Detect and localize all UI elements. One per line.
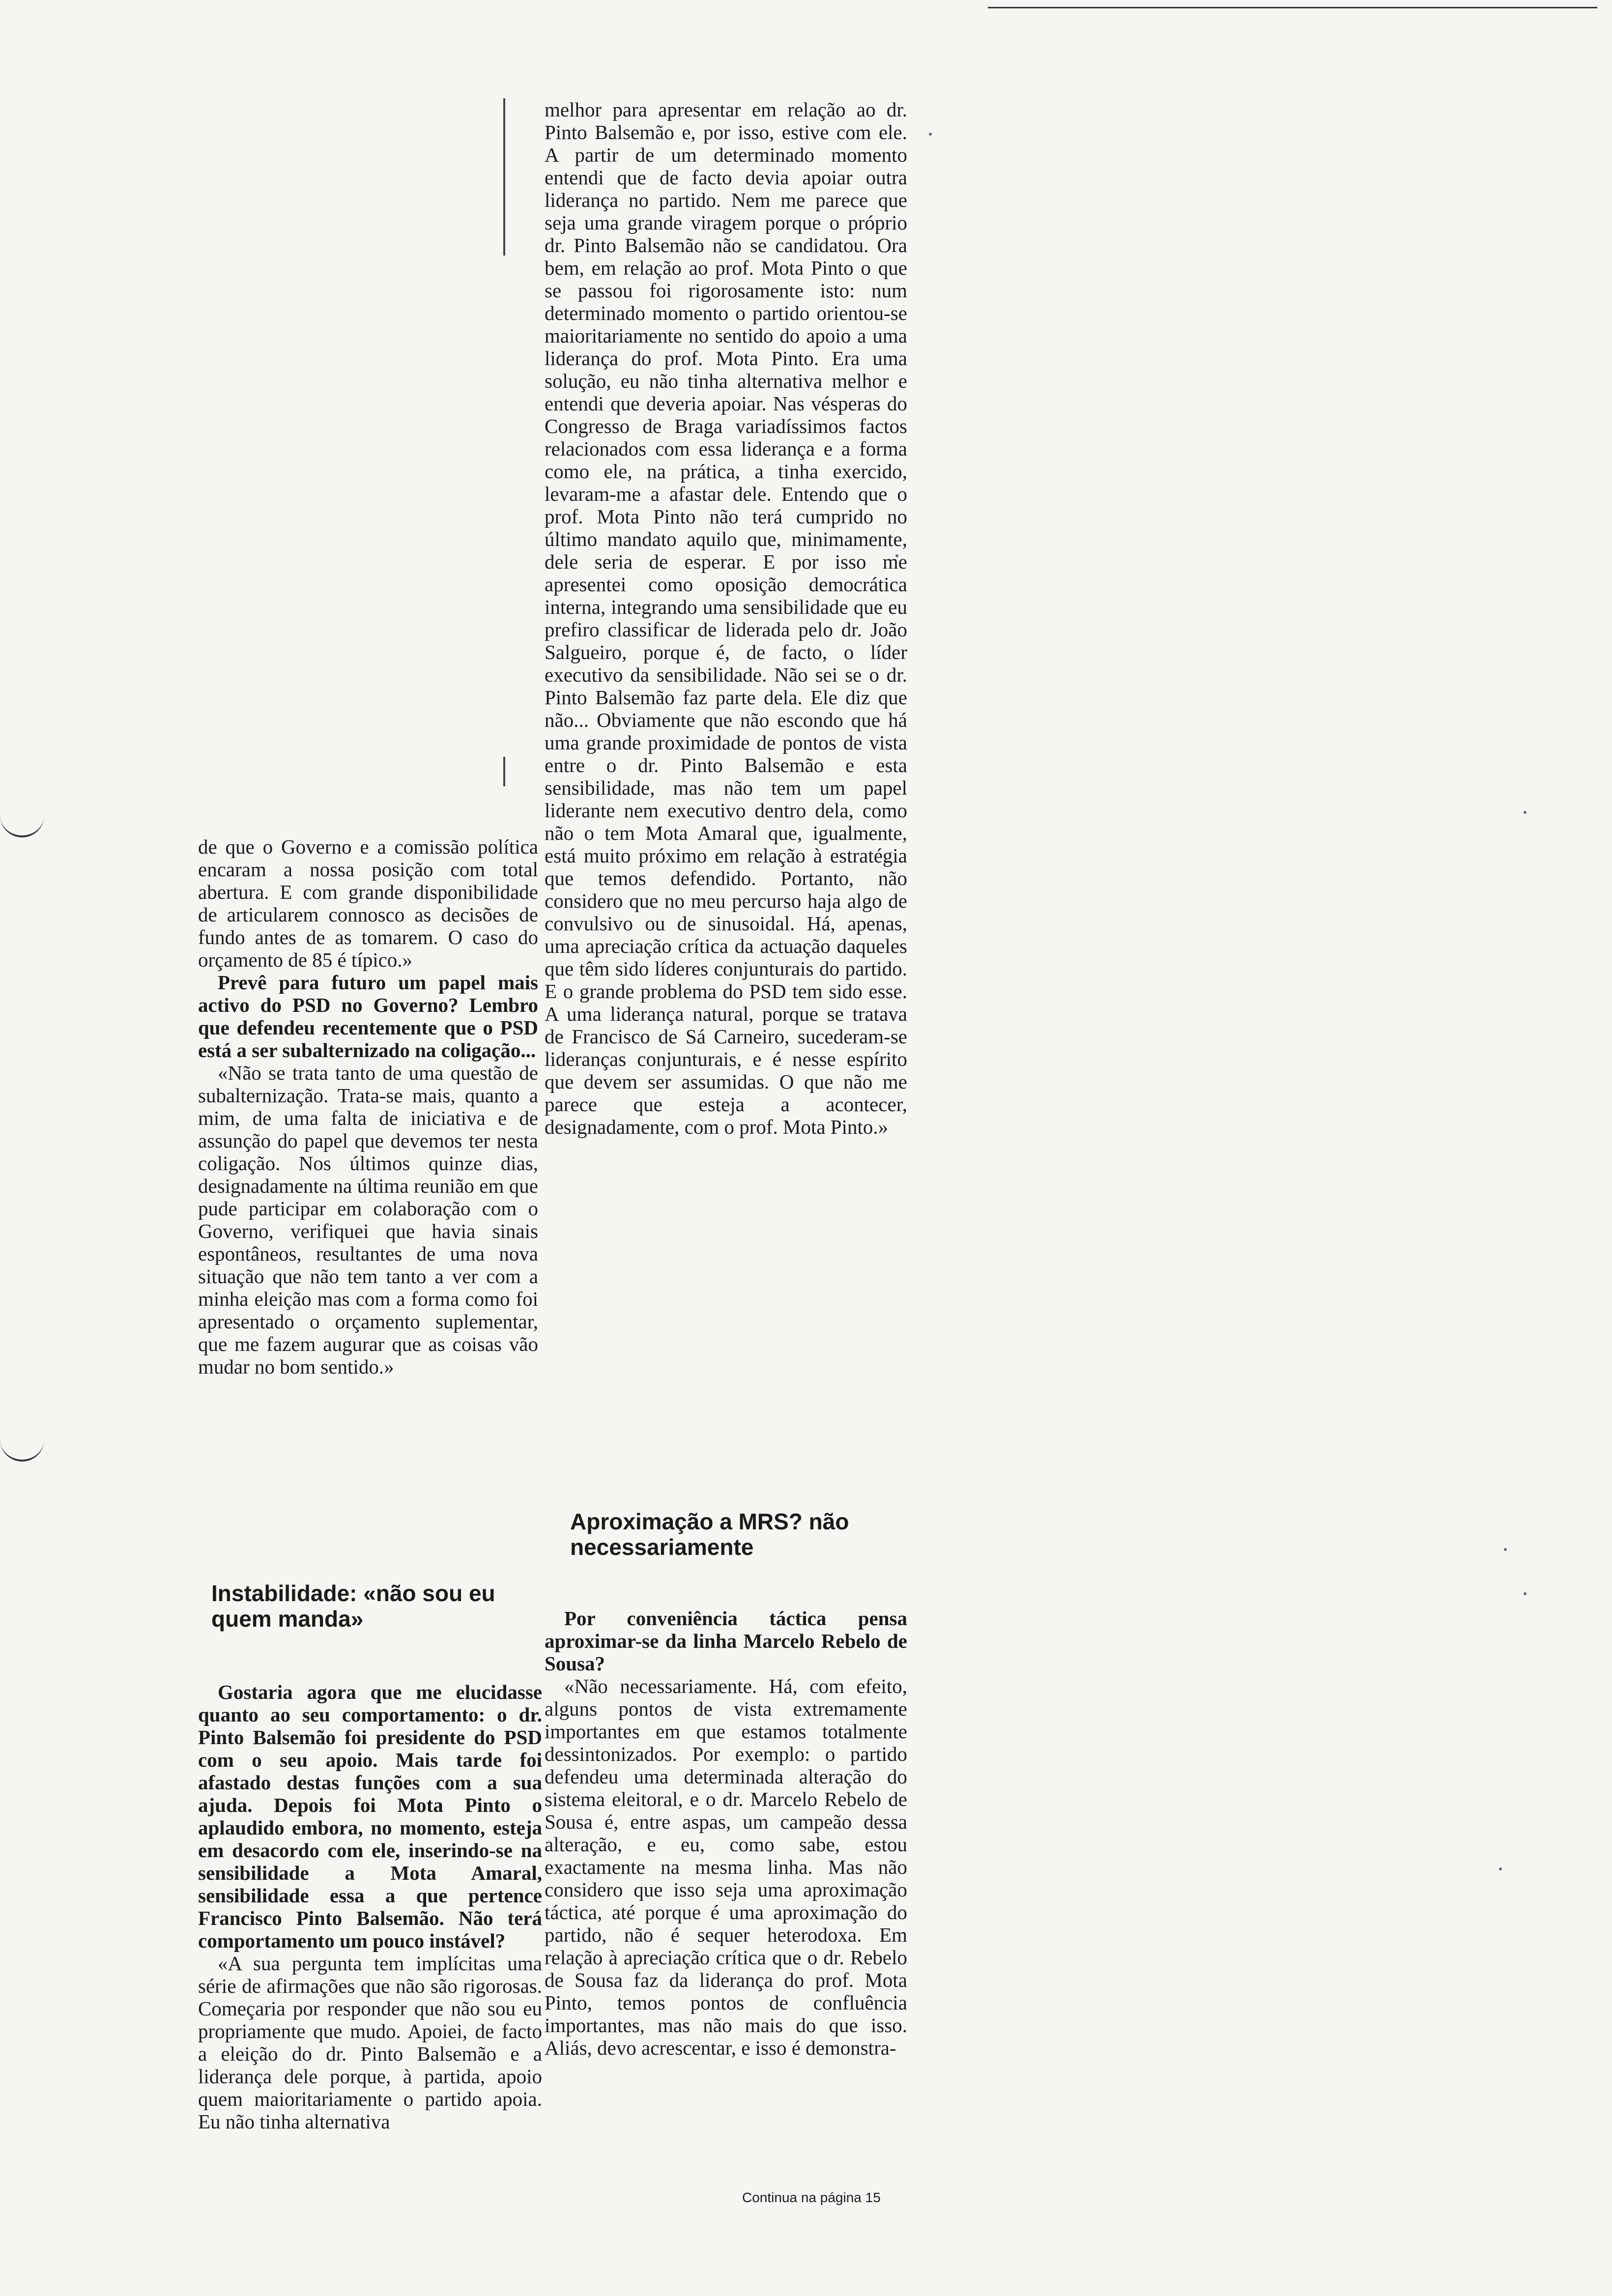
speck	[1499, 1867, 1502, 1870]
section-heading-mrs: Aproximação a MRS? não necessariamente	[570, 1509, 849, 1560]
left-column-bottom	[198, 1681, 542, 2133]
binding-mark-upper	[0, 811, 44, 837]
continuation-note: Continua na página 15	[742, 2190, 881, 2205]
binding-mark-lower	[0, 1435, 44, 1462]
left-column-top	[198, 835, 538, 1378]
section-heading-instability: Instabilidade: «não sou eu quem manda»	[211, 1580, 495, 1632]
speck	[929, 133, 932, 136]
top-rule	[988, 7, 1597, 8]
speck	[1504, 1548, 1507, 1551]
question: Por conveniência táctica pensa aproximar-se da linha Marcelo Rebelo de Sousa?	[545, 1607, 907, 1675]
paragraph: «Não se trata tanto de uma questão de subalternização. Trata-se mais, quanto a mim, de uma falta de iniciativa e de assunção do papel que devemos ter nesta coligação. Nos últimos quinze dias, designadamente na última reunião em que pude participar em colaboração com o Governo, verifiquei que havia sinais espontâneos, resultantes de uma nova situação que não tem tanto a ver com a minha eleição mas com a forma como foi apresentado o orçamento suplementar, que me fazem augurar que as coisas vão mudar no bom sentido.»	[198, 1062, 538, 1378]
paragraph: de que o Governo e a comissão política encaram a nossa posição com total abertura. E com grande disponibilidade de articularem connosco as decisões de fundo antes de as tomarem. O caso do orçamento de 85 é típico.»	[198, 835, 538, 971]
speck	[1524, 1592, 1526, 1595]
question: Prevê para futuro um papel mais activo do PSD no Governo? Lembro que defendeu recentemente que o PSD está a ser subalternizado na coligação...	[198, 971, 538, 1062]
margin-mark-top	[503, 98, 505, 256]
speck	[1524, 811, 1526, 814]
right-column-top	[545, 98, 907, 1138]
paragraph: melhor para apresentar em relação ao dr. Pinto Balsemão e, por isso, estive com ele. A partir de um determinado momento entendi que de facto devia apoiar outra liderança no partido. Nem me parece que seja uma grande viragem porque o próprio dr. Pinto Balsemão não se candidatou. Ora bem, em relação ao prof. Mota Pinto o que se passou foi rigorosamente isto: num determinado momento o partido orientou-se maioritariamente no sentido do apoio a uma liderança do prof. Mota Pinto. Era uma solução, eu não tinha alternativa melhor e entendi que deveria apoiar. Nas vésperas do Congresso de Braga variadíssimos factos relacionados com essa liderança e a forma como ele, na prática, a tinha exercido, levaram-me a afastar dele. Entendo que o prof. Mota Pinto não terá cumprido no último mandato aquilo que, minimamente, dele seria de esperar. E por isso me apresentei como oposição democrática interna, integrando uma sensibilidade que eu prefiro classificar de liderada pelo dr. João Salgueiro, porque é, de facto, o líder executivo da sensibilidade. Não sei se o dr. Pinto Balsemão faz parte dela. Ele diz que não... Obviamente que não escondo que há uma grande proximidade de pontos de vista entre o dr. Pinto Balsemão e esta sensibilidade, mas não tem um papel liderante nem executivo dentro dela, como não o tem Mota Amaral que, igualmente, está muito próximo em relação à estratégia que temos defendido. Portanto, não considero que no meu percurso haja algo de convulsivo ou de sinusoidal. Há, apenas, uma apreciação crítica da actuação daqueles que têm sido líderes conjunturais do partido. E o grande problema do PSD tem sido esse. A uma liderança natural, porque se tratava de Francisco de Sá Carneiro, sucederam-se lideranças conjunturais, e é nesse espírito que devem ser assumidas. O que não me parece que esteja a acontecer, designadamente, com o prof. Mota Pinto.»	[545, 98, 907, 1138]
margin-mark-middle	[503, 757, 505, 786]
right-column-bottom	[545, 1607, 907, 2059]
paragraph: «Não necessariamente. Há, com efeito, alguns pontos de vista extremamente importantes em que estamos totalmente dessintonizados. Por exemplo: o partido defendeu uma determinada alteração do sistema eleitoral, e o dr. Marcelo Rebelo de Sousa é, entre aspas, um campeão dessa alteração, e eu, como sabe, estou exactamente na mesma linha. Mas não considero que isso seja uma aproximação táctica, até porque é uma aproximação do partido, não é sequer heterodoxa. Em relação à apreciação crítica que o dr. Rebelo de Sousa faz da liderança do prof. Mota Pinto, temos pontos de confluência importantes, mas não mais do que isso. Aliás, devo acrescentar, e isso é demonstra-	[545, 1675, 907, 2059]
paragraph: «A sua pergunta tem implícitas uma série de afirmações que não são rigorosas. Começaria por responder que não sou eu propriamente que mudo. Apoiei, de facto a eleição do dr. Pinto Balsemão e a liderança dele porque, à partida, apoio quem maioritariamente o partido apoia. Eu não tinha alternativa	[198, 1952, 542, 2133]
question: Gostaria agora que me elucidasse quanto ao seu comportamento: o dr. Pinto Balsemão foi presidente do PSD com o seu apoio. Mais tarde foi afastado destas funções com a sua ajuda. Depois foi Mota Pinto o aplaudido embora, no momento, esteja em desacordo com ele, inserindo-se na sensibilidade a Mota Amaral, sensibilidade essa a que pertence Francisco Pinto Balsemão. Não terá comportamento um pouco instável?	[198, 1681, 542, 1952]
